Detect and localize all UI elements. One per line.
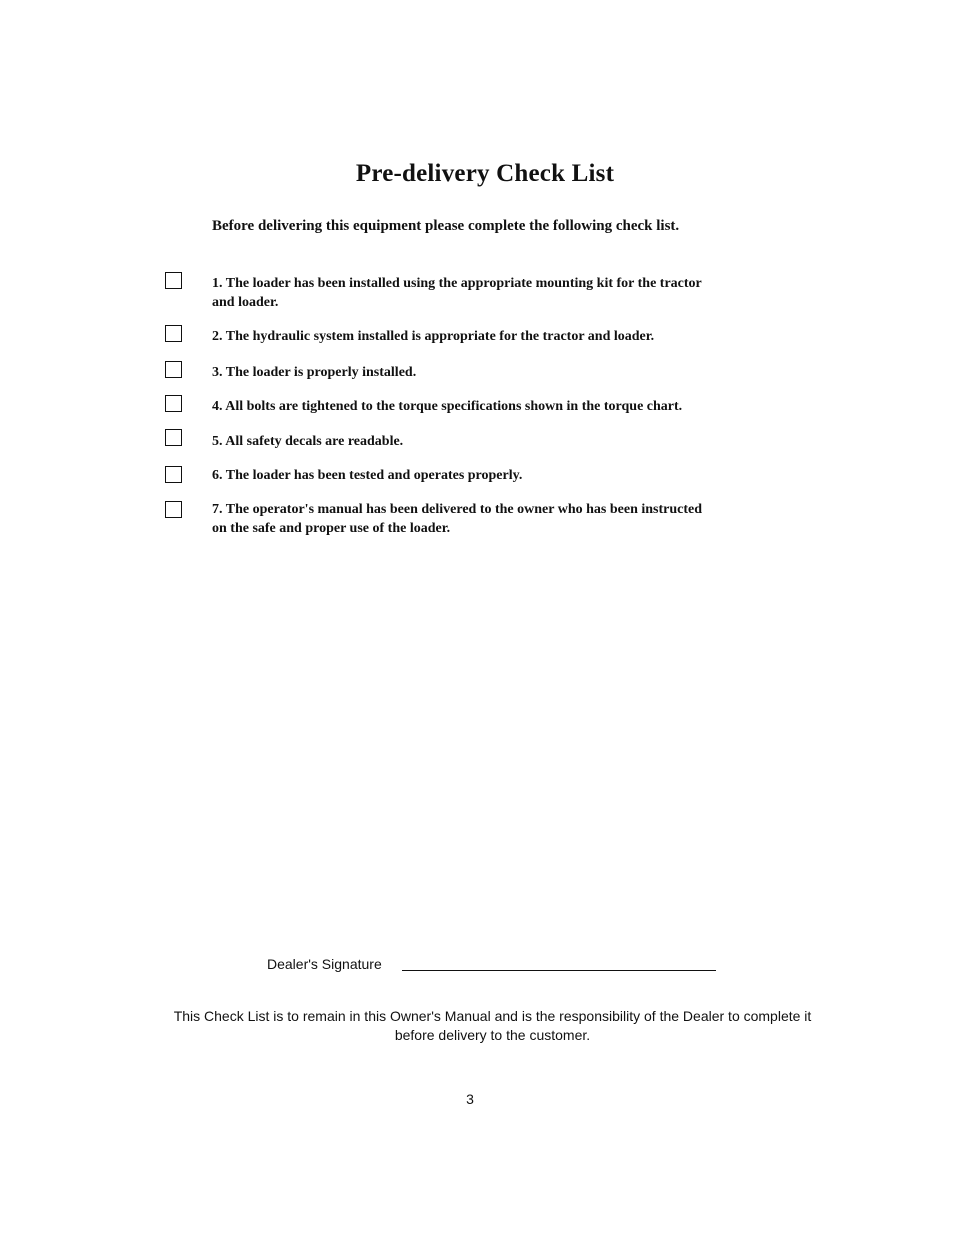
item-2-label: 2. The hydraulic system installed is appropriate for the tractor and loader. <box>212 329 655 344</box>
footer-note: This Check List is to remain in this Owner's Manual and is the responsibility of the Dealer to complete it before delivery to the customer. <box>173 1008 812 1043</box>
item-4-checkbox[interactable] <box>165 395 182 412</box>
item-4-label: 4. All bolts are tightened to the torque specifications shown in the torque chart. <box>212 399 683 414</box>
dealer-signature-label: Dealer's Signature <box>267 956 382 972</box>
item-1-label: 1. The loader has been installed using the appropriate mounting kit for the tractor and loader. <box>212 276 702 310</box>
page-number: 3 <box>466 1091 474 1107</box>
intro-text: Before delivering this equipment please complete the following check list. <box>212 218 680 234</box>
page-title: Pre-delivery Check List <box>355 160 615 187</box>
item-6-label: 6. The loader has been tested and operates properly. <box>212 468 523 483</box>
item-7-checkbox[interactable] <box>165 501 182 518</box>
item-1-checkbox[interactable] <box>165 272 182 289</box>
item-5-label: 5. All safety decals are readable. <box>212 434 404 449</box>
dealer-signature-line[interactable] <box>402 970 716 971</box>
item-2-checkbox[interactable] <box>165 325 182 342</box>
item-5-checkbox[interactable] <box>165 429 182 446</box>
item-3-checkbox[interactable] <box>165 361 182 378</box>
item-6-checkbox[interactable] <box>165 466 182 483</box>
item-3-label: 3. The loader is properly installed. <box>212 365 417 380</box>
item-7-label: 7. The operator's manual has been delivered to the owner who has been instructed on the safe and proper use of the loader. <box>212 502 703 536</box>
